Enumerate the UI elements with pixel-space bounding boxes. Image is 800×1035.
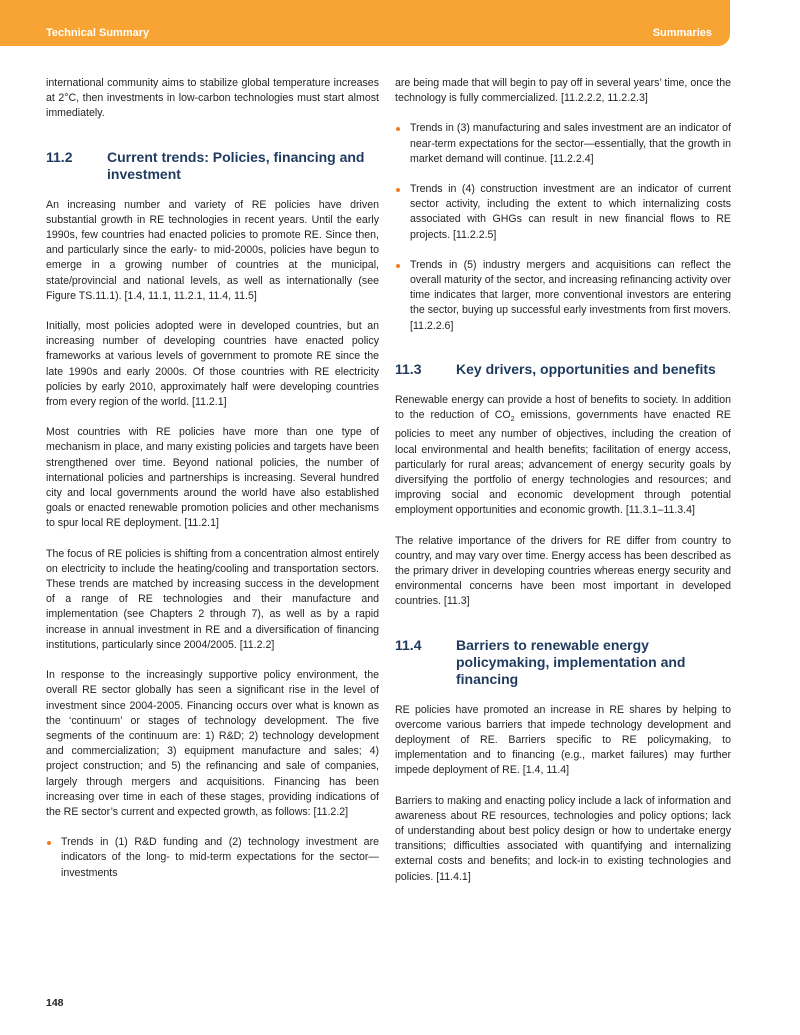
paragraph: The relative importance of the drivers for RE differ from country to country, and may vary over time. Energy access has been described as the primary driver in developing countries whereas energy security and environmental concerns have been most important in developed countries. [11.3] [395, 534, 731, 608]
bullet-item: Trends in (4) construction investment are an indicator of current sector activity, including the extent to which internalizing costs associated with GHGs can result in new financial flows to RE projects. [11.2.2.5] [395, 182, 731, 243]
section-title: Key drivers, opportunities and benefits [456, 360, 716, 377]
continuation-paragraph: are being made that will begin to pay off in several years’ time, once the technology is fully commercialized. [11.2.2.2, 11.2.2.3] [395, 77, 731, 105]
section-heading-11-2 [46, 149, 379, 183]
bullet-item: Trends in (5) industry mergers and acquisitions can reflect the overall maturity of the sector, and increasing refinancing activity over time indicates that larger, more conventional investors are entering the sector, buying up successful early investments from first movers. [11.2.2.6] [395, 258, 731, 334]
intro-paragraph: international community aims to stabilize global temperature increases at 2°C, then investments in low-carbon technologies must start almost immediately. [46, 77, 379, 120]
header-chapter-label: Summaries [652, 27, 712, 39]
section-number: 11.4 [395, 636, 422, 653]
paragraph: Renewable energy can provide a host of benefits to society. In addition to the reduction of $CO_2$ emissions, governments have enacted RE policies to meet any number of objectives, including the creation of local environmental and health benefits; facilitation of energy access, particularly for rural areas; advancement of energy security goals by diversifying the portfolio of energy technologies and resources; and improving social and economic development through potential employment opportunities and economic growth. [11.3.1–11.3.4] [395, 393, 731, 517]
section-title: Current trends: Policies, financing and investment [107, 148, 365, 182]
paragraph: An increasing number and variety of RE policies have driven substantial growth in RE technologies in recent years. Until the early 1990s, few countries had enacted policies to promote RE. Since then, and particularly since the early- to mid-2000s, policies have begun to emerge in a growing number of countries at the municipal, state/provincial and national levels, as well as internationally (see Figure TS.11.1). [1.4, 11.1, 11.2.1, 11.4, 11.5] [46, 198, 379, 302]
paragraph: Most countries with RE policies have more than one type of mechanism in place, and many existing policies and targets have been strengthened over time. Beyond national policies, the number of international policies and partnerships is increasing. Several hundred city and local governments around the world have also established goals or enacted renewable promotion policies and other mechanisms to spur local RE deployment. [11.2.1] [46, 426, 379, 530]
bullet-item: Trends in (1) R&D funding and (2) technology investment are indicators of the long- to mid-term expectations for the sector—investments [46, 835, 379, 881]
section-number: 11.3 [395, 360, 422, 377]
bullet-list [395, 121, 731, 333]
paragraph: In response to the increasingly supportive policy environment, the overall RE sector globally has seen a significant rise in the level of investment since 2004-2005. Financing occurs over what is known as the ‘continuum’ or stages of technology development. The five segments of the continuum are: 1) R&D; 2) technology development and commercialization; 3) equipment manufacture and sales; 4) project construction; and 5) the refinancing and sale of companies, largely through mergers and acquisitions. Financing has been increasing over time in each of these stages, providing indications of the RE sector’s current and expected growth, as follows: [11.2.2] [46, 669, 379, 818]
right-column [395, 76, 731, 885]
paragraph: Initially, most policies adopted were in developed countries, but an increasing number of developing countries have enacted policy frameworks at various levels of government to promote RE since the late 1990s and early 2000s. Of those countries with RE electricity policies by early 2010, approximately half were developing countries from every region of the world. [11.2.1] [46, 320, 379, 409]
section-heading-11-3 [395, 361, 731, 378]
header-section-label: Technical Summary [46, 27, 150, 39]
page-number: 148 [46, 997, 64, 1009]
bullet-item: Trends in (3) manufacturing and sales investment are an indicator of near-term expectations for the sector—essentially, that the growth in market demand will continue. [11.2.2.4] [395, 121, 731, 167]
section-title: Barriers to renewable energy policymaking, implementation and financing [456, 636, 686, 687]
paragraph: Barriers to making and enacting policy include a lack of information and awareness about RE resources, technologies and policy options; lack of understanding about best policy design or how to undertake energy transitions; difficulties associated with quantifying and internalizing external costs and benefits; and lock-in to existing technologies and policies. [11.4.1] [395, 794, 731, 883]
section-number: 11.2 [46, 148, 73, 165]
paragraph: The focus of RE policies is shifting from a concentration almost entirely on electricity to include the heating/cooling and transportation sectors. These trends are matched by increasing success in the development of a range of RE technologies and their manufacture and implementation (see Chapters 2 through 7), as well as by a rapid increase in annual investment in RE and a diversification of financing institutions, particularly since 2004/2005. [11.2.2] [46, 547, 379, 651]
section-heading-11-4 [395, 637, 731, 688]
header-bar [0, 0, 730, 46]
paragraph: RE policies have promoted an increase in RE shares by helping to overcome various barriers that impede technology development and deployment of RE. Barriers specific to RE policymaking, to implementation and to financing (e.g., market failures) may further impede deployment of RE. [1.4, 11.4] [395, 703, 731, 777]
left-column [46, 76, 379, 881]
bullet-list [46, 835, 379, 881]
